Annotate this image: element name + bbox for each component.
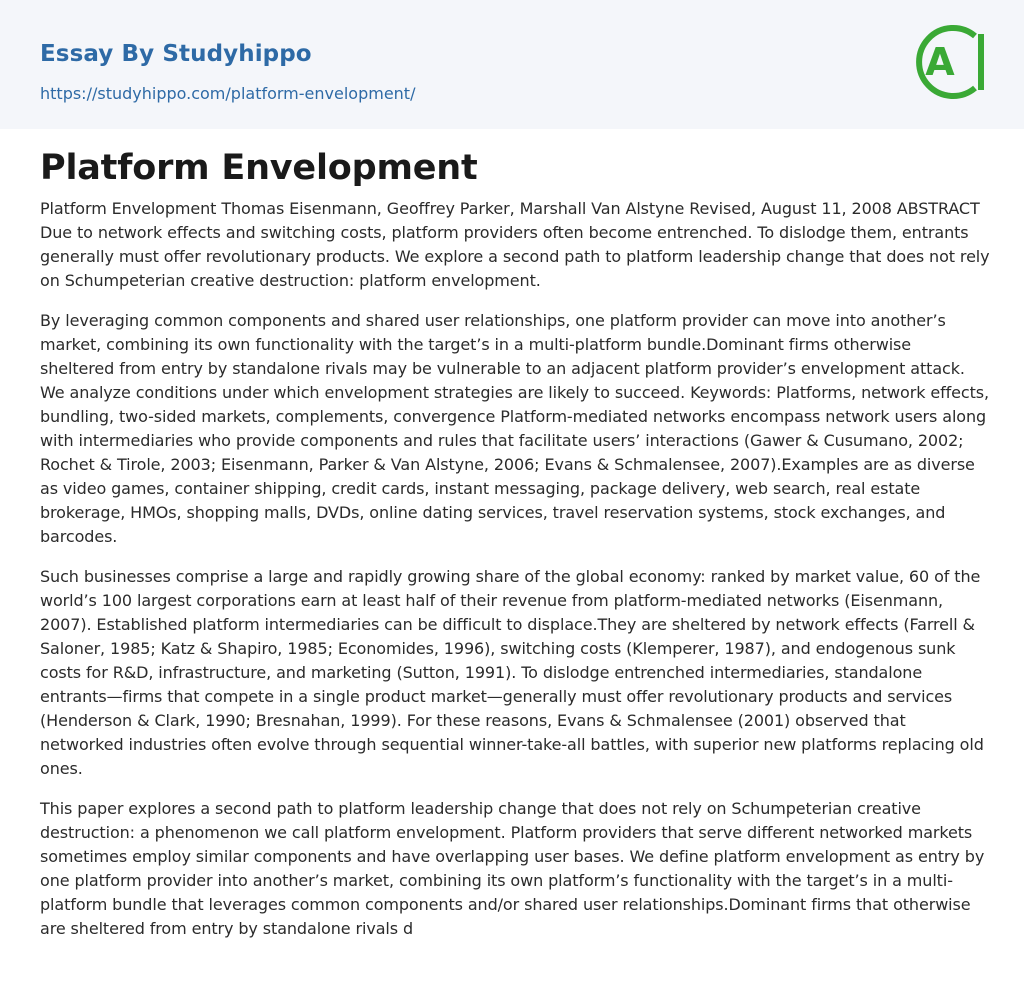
page-title: Platform Envelopment <box>40 148 478 188</box>
site-brand[interactable]: Essay By Studyhippo <box>40 41 312 67</box>
article-paragraph-2: By leveraging common components and shared user relationships, one platform provider can move into another’s market, combining its own functionality with the target’s in a multi-platform bundle.Dominant firms otherwise sheltered from entry by standalone rivals may be vulnerable to an adjacent platform provider’s envelopment attack. We analyze conditions under which envelopment strategies are likely to succeed. Keywords: Platforms, network effects, bundling, two-sided markets, complements, convergence Platform-mediated networks encompass network users along with intermediaries who provide components and rules that facilitate users’ interactions (Gawer & Cusumano, 2002; Rochet & Tirole, 2003; Eisenmann, Parker & Van Alstyne, 2006; Evans & Schmalensee, 2007).Examples are as diverse as video games, container shipping, credit cards, instant messaging, package delivery, web search, real estate brokerage, HMOs, shopping malls, DVDs, online dating services, travel reservation systems, stock exchanges, and barcodes. <box>40 311 990 546</box>
logo-letter: A <box>925 40 955 84</box>
article-paragraph-1: Platform Envelopment Thomas Eisenmann, Geoffrey Parker, Marshall Van Alstyne Revised, August 11, 2008 ABSTRACT Due to network effects and switching costs, platform providers often become entrenched. To dislodge them, entrants generally must offer revolutionary products. We explore a second path to platform leadership change that does not rely on Schumpeterian creative destruction: platform envelopment. <box>40 199 990 290</box>
article <box>40 146 990 957</box>
page-url-link[interactable]: https://studyhippo.com/platform-envelopment/ <box>40 84 416 103</box>
article-paragraph-4: This paper explores a second path to platform leadership change that does not rely on Schumpeterian creative destruction: a phenomenon we call platform envelopment. Platform providers that serve different networked markets sometimes employ similar components and have overlapping user bases. We define platform envelopment as entry by one platform provider into another’s market, combining its own platform’s functionality with the target’s in a multi-platform bundle that leverages common components and/or shared user relationships.Dominant firms that otherwise are sheltered from entry by standalone rivals d <box>40 799 985 938</box>
studyhippo-logo-icon[interactable] <box>912 19 986 105</box>
article-paragraph-3: Such businesses comprise a large and rapidly growing share of the global economy: ranked by market value, 60 of the world’s 100 largest corporations earn at least half of their revenue from platform-mediated networks (Eisenmann, 2007). Established platform intermediaries can be difficult to displace.They are sheltered by network effects (Farrell & Saloner, 1985; Katz & Shapiro, 1985; Economides, 1996), switching costs (Klemperer, 1987), and endogenous sunk costs for R&D, infrastructure, and marketing (Sutton, 1991). To dislodge entrenched intermediaries, standalone entrants—firms that compete in a single product market—generally must offer revolutionary products and services (Henderson & Clark, 1990; Bresnahan, 1999). For these reasons, Evans & Schmalensee (2001) observed that networked industries often evolve through sequential winner-take-all battles, with superior new platforms replacing old ones. <box>40 567 984 778</box>
site-header <box>0 0 1024 129</box>
